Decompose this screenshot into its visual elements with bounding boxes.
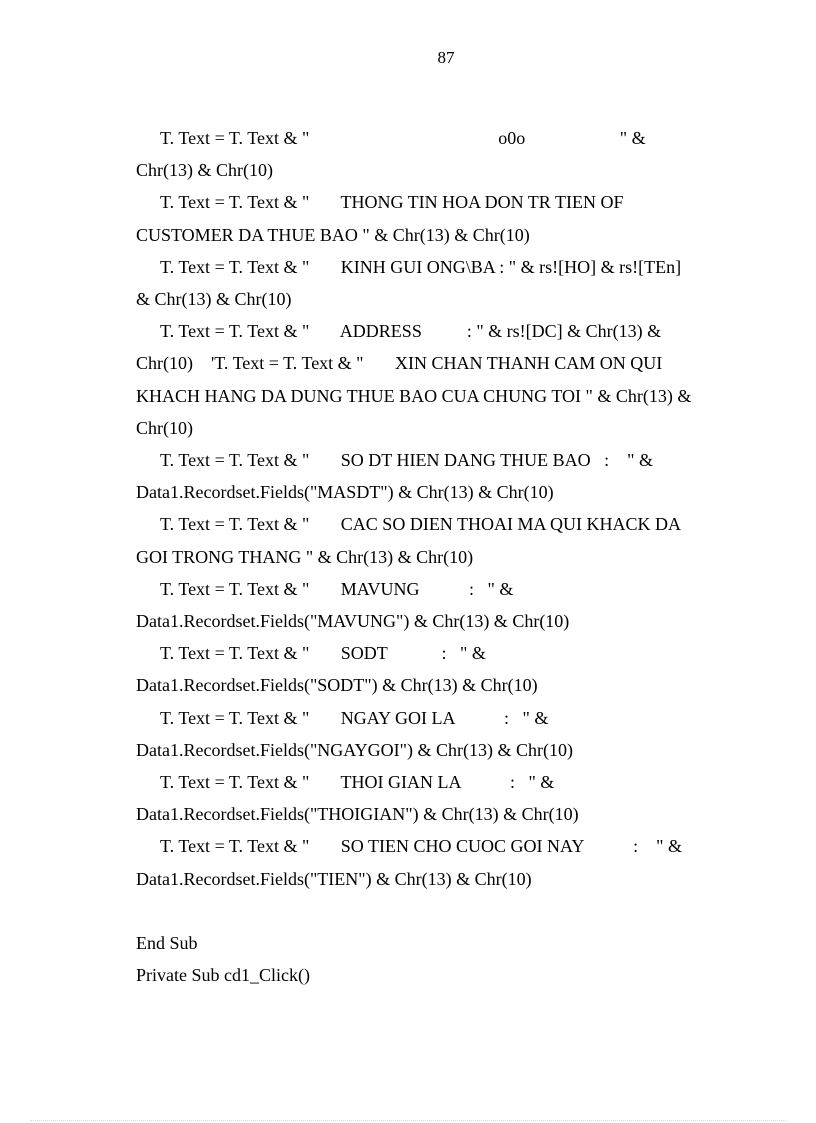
code-line: Data1.Recordset.Fields("MASDT") & Chr(13) & Chr(10) (136, 482, 554, 503)
code-line: T. Text = T. Text & " NGAY GOI LA : " & (160, 707, 549, 728)
code-line: Data1.Recordset.Fields("MAVUNG") & Chr(13) & Chr(10) (136, 611, 570, 631)
code-line: Chr(10) (136, 417, 193, 438)
code-line: & Chr(13) & Chr(10) (136, 289, 292, 309)
code-line: Data1.Recordset.Fields("SODT") & Chr(13) & Chr(10) (136, 675, 538, 696)
code-line: T. Text = T. Text & " SO DT HIEN DANG THUE BAO : " & (160, 450, 653, 470)
code-line: T. Text = T. Text & " o0o " & (160, 128, 646, 148)
code-line: T. Text = T. Text & " THOI GIAN LA : " & (160, 772, 555, 792)
code-line: T. Text = T. Text & " SODT : " & (160, 643, 486, 664)
code-line: T. Text = T. Text & " MAVUNG : " & (160, 578, 514, 599)
code-line: T. Text = T. Text & " THONG TIN HOA DON TR TIEN OF (160, 192, 624, 213)
code-line: T. Text = T. Text & " CAC SO DIEN THOAI MA QUI KHACK DA (160, 514, 681, 535)
code-line: GOI TRONG THANG " & Chr(13) & Chr(10) (136, 546, 474, 567)
page-number: 87 (437, 48, 455, 67)
code-line: Data1.Recordset.Fields("NGAYGOI") & Chr(13) & Chr(10) (136, 739, 573, 760)
code-line: T. Text = T. Text & " ADDRESS : " & rs![DC] & Chr(13) & (160, 321, 662, 342)
code-line: CUSTOMER DA THUE BAO " & Chr(13) & Chr(10) (136, 224, 530, 245)
code-line: Data1.Recordset.Fields("TIEN") & Chr(13) & Chr(10) (136, 868, 532, 889)
code-line: Chr(13) & Chr(10) (136, 160, 273, 181)
code-line: End Sub (136, 933, 198, 953)
code-line: Private Sub cd1_Click() (136, 965, 310, 986)
code-line: Data1.Recordset.Fields("THOIGIAN") & Chr(13) & Chr(10) (136, 804, 579, 825)
code-line: KHACH HANG DA DUNG THUE BAO CUA CHUNG TOI " & Chr(13) & (136, 385, 692, 406)
code-line: T. Text = T. Text & " KINH GUI ONG\BA : " & rs![HO] & rs![TEn] (160, 256, 682, 277)
page-bottom-rule (30, 1120, 786, 1121)
code-line: T. Text = T. Text & " SO TIEN CHO CUOC GOI NAY : " & (160, 836, 682, 857)
code-line: Chr(10) 'T. Text = T. Text & " XIN CHAN THANH CAM ON QUI (136, 353, 663, 374)
